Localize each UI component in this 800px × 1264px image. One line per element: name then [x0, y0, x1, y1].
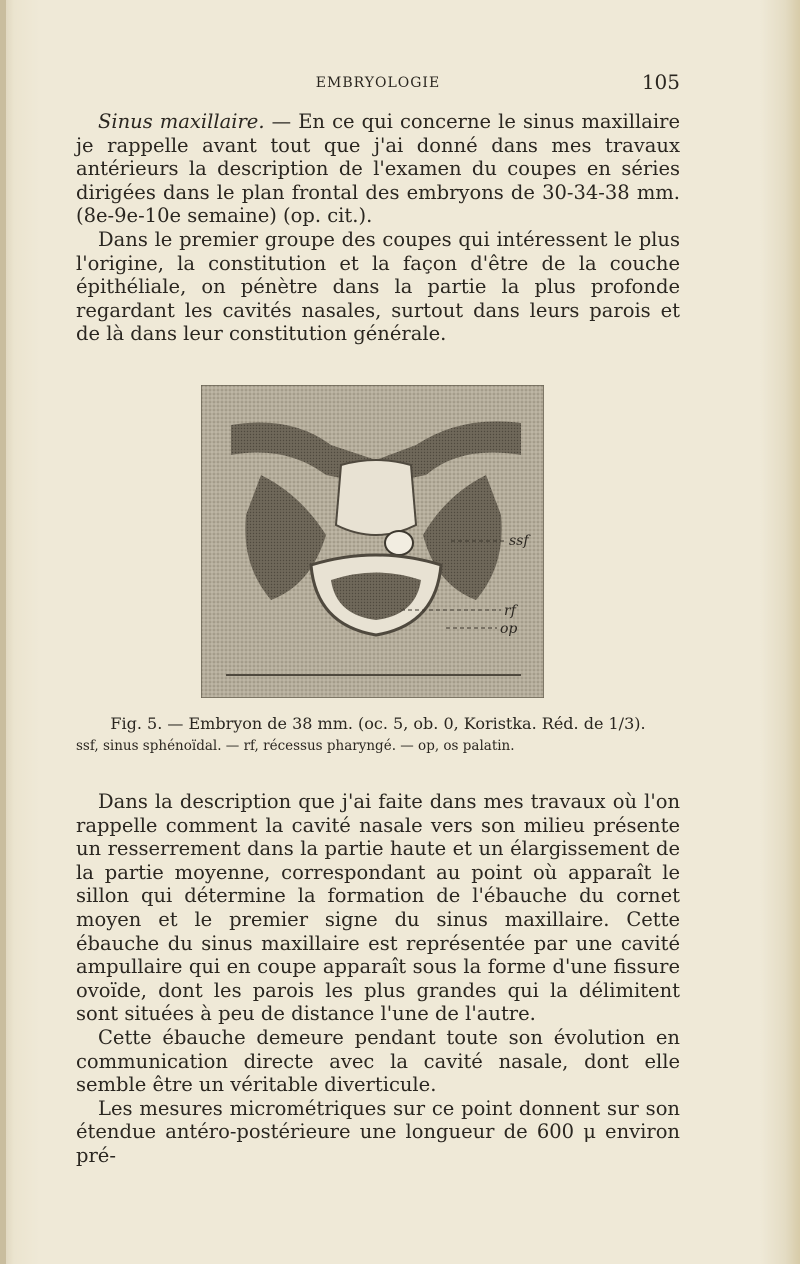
running-head [76, 68, 680, 96]
text-block-top [76, 110, 680, 346]
page-number: 105 [641, 70, 680, 94]
paragraph-communication: Cette ébauche demeure pendant toute son évolution en communication directe avec la cavité nasale, dont elle semble être un véritable diverticule. [76, 1025, 680, 1097]
running-title: EMBRYOLOGIE [315, 75, 441, 91]
paragraph-first-group: Dans le premier groupe des coupes qui intéressent le plus l'origine, la constitution et la façon d'être de la couche épithéliale, on pénètre dans la partie la plus profonde regardant les cavités nasales, surtout dans leurs parois et de là dans leur constitution générale. [76, 227, 680, 346]
label-op: op [500, 621, 518, 637]
text-block-bottom [76, 790, 680, 1168]
section-heading: Sinus maxillaire. [98, 110, 265, 133]
paragraph-description: Dans la description que j'ai faite dans mes travaux où l'on rappelle comment la cavité nasale vers son milieu présente un resserrement dans la partie haute et un élargissement de la partie moyenne, correspondant au point où apparaît le sillon qui détermine la formation de l'ébauche du cornet moyen et le premier signe du sinus maxillaire. Cette ébauche du sinus maxillaire est représentée par une cavité ampullaire qui en coupe apparaît sous la forme d'une fissure ovoïde, dont les parois les plus grandes qui la délimitent sont situées à peu de distance l'une de l'autre. [76, 790, 680, 1026]
caption-line-1: Fig. 5. — Embryon de 38 mm. (oc. 5, ob. 0, Koristka. Réd. de 1/3). [110, 714, 646, 733]
label-ssf: ssf [509, 533, 529, 549]
central-septum [336, 460, 416, 535]
paragraph-text: — En ce qui concerne le sinus maxillaire je rappelle avant tout que j'ai donné dans mes travaux antérieurs la description de l'examen du coupes en séries dirigées dans le plan frontal des embryons de 30-34-38 mm. (8e-9e-10e semaine) (op. cit.). [76, 110, 680, 228]
figure-caption [76, 713, 680, 757]
caption-line-2: ssf, sinus sphénoïdal. — rf, récessus pharyngé. — op, os palatin. [76, 738, 515, 754]
figure-embryo-section [201, 385, 544, 698]
sphenoidal-sinus [385, 531, 413, 555]
label-rf: rf [504, 603, 516, 619]
paragraph-sinus-maxillaire [76, 110, 680, 228]
page-edge [0, 0, 6, 1264]
paragraph-measures: Les mesures micrométriques sur ce point donnent sur son étendue antéro-postérieure une longueur de 600 μ environ pré- [76, 1096, 680, 1167]
